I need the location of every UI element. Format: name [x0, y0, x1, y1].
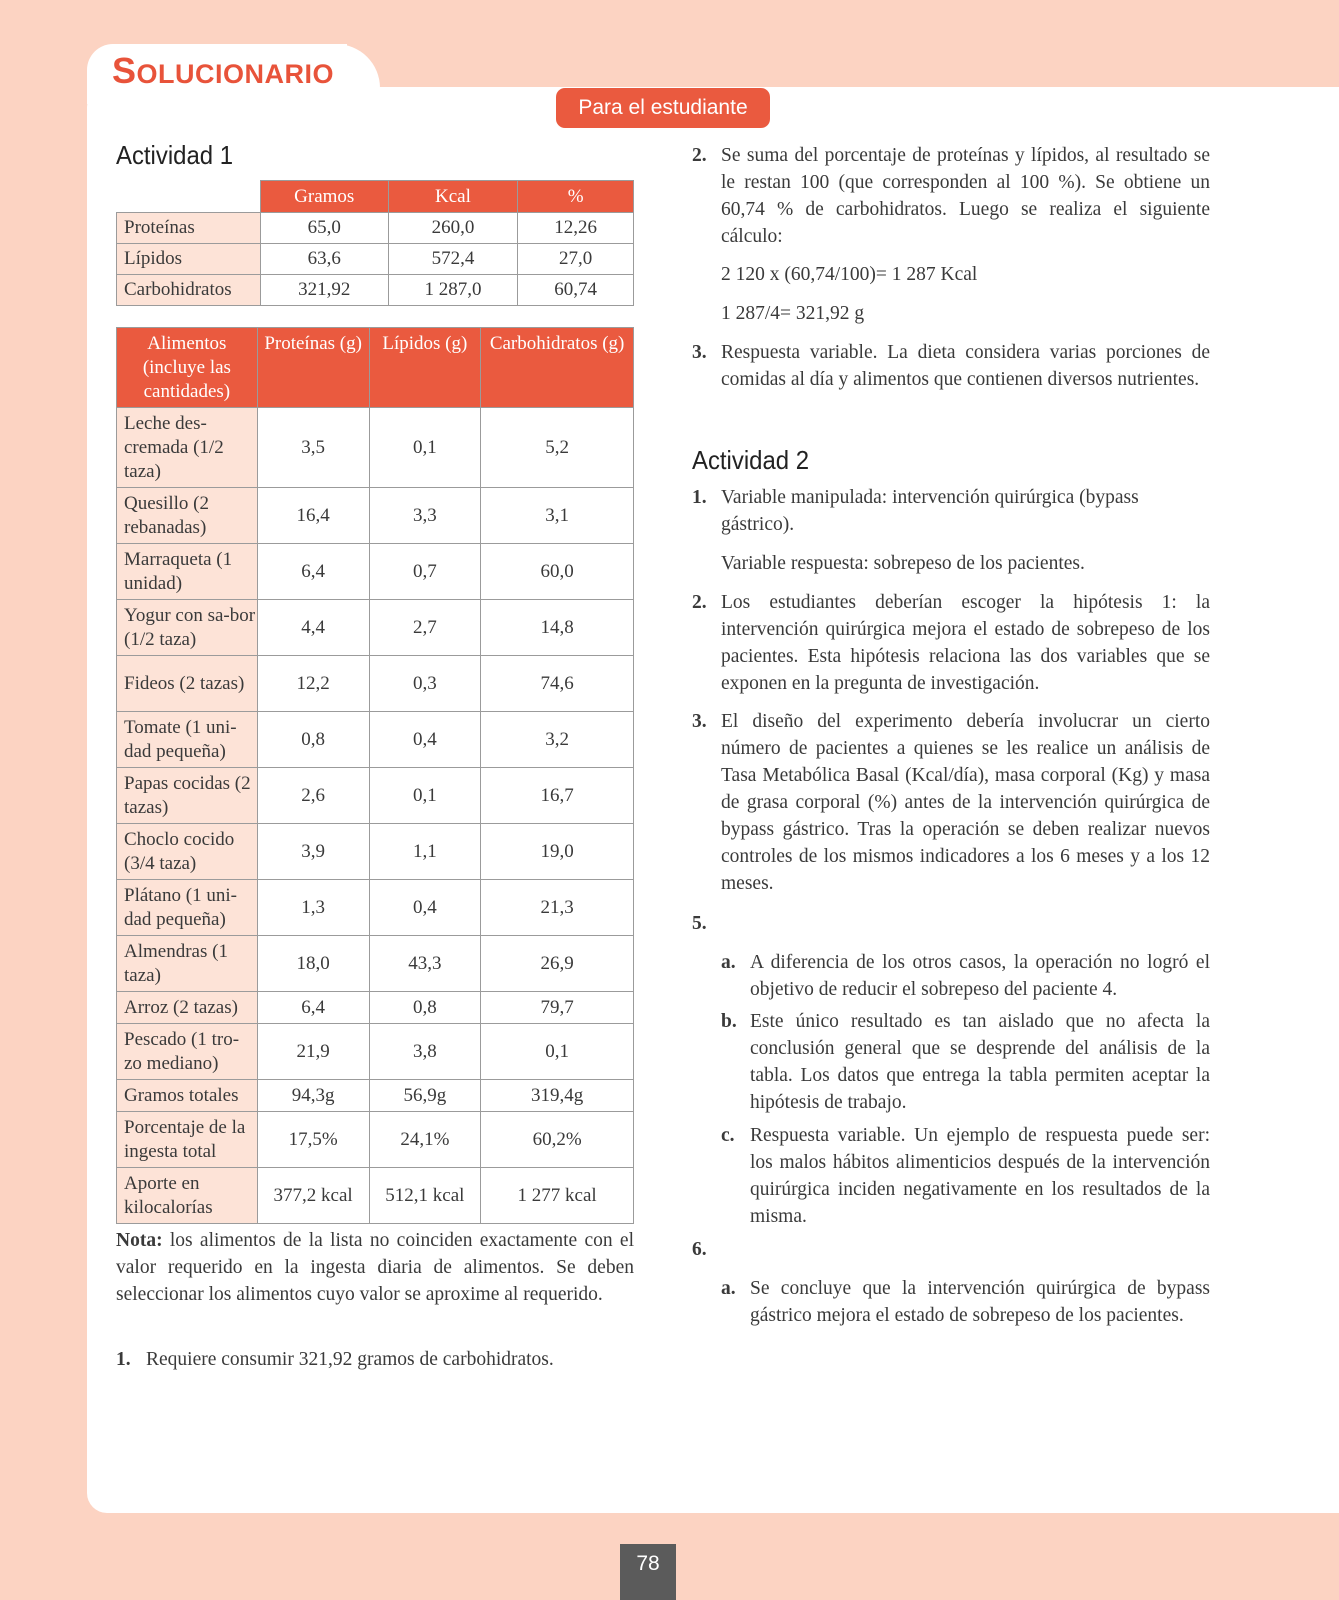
table-cell: 260,0 [388, 213, 518, 244]
table-cell: 0,8 [257, 712, 369, 768]
row-label: Proteínas [117, 213, 261, 244]
table-cell: 63,6 [260, 244, 388, 275]
brand-title-cap: S [112, 50, 137, 91]
item-number: 5. [692, 913, 707, 934]
table-cell: 74,6 [481, 656, 634, 712]
row-label: Choclo cocido (3/4 taza) [117, 824, 258, 880]
table-cell: 321,92 [260, 275, 388, 306]
table-row [117, 408, 634, 488]
item-letter: b. [721, 1011, 737, 1032]
table-row [117, 488, 634, 544]
summary-col-header: % [518, 181, 634, 213]
note-paragraph [116, 1227, 634, 1308]
table-row [117, 600, 634, 656]
table-cell: 0,1 [481, 1024, 634, 1080]
activity2-item5b-text: Este único resultado es tan aislado que no afecta la conclusión general que se desprende del análisis de la tabla. Los datos que entrega la tabla permiten aceptar la hipótesis de trabajo. [750, 1011, 1210, 1113]
row-label: Marraqueta (1 unidad) [117, 544, 258, 600]
activity2-item6a-text: Se concluye que la intervención quirúrgica de bypass gástrico mejora el estado de sobrepeso de los pacientes. [750, 1278, 1210, 1326]
food-col-header: Alimentos (incluye las cantidades) [117, 328, 258, 408]
food-col-header: Carbohidratos (g) [481, 328, 634, 408]
table-row [117, 244, 634, 275]
table-cell: 21,3 [481, 880, 634, 936]
food-table-header [117, 328, 634, 408]
item-number: 1. [116, 1349, 131, 1370]
table-cell: 60,2% [481, 1112, 634, 1168]
table-cell: 1,3 [257, 880, 369, 936]
table-row [117, 1024, 634, 1080]
table-cell: 18,0 [257, 936, 369, 992]
table-cell: 2,6 [257, 768, 369, 824]
row-label: Yogur con sa-bor (1/2 taza) [117, 600, 258, 656]
table-cell: 3,5 [257, 408, 369, 488]
table-cell: 0,3 [369, 656, 481, 712]
table-cell: 3,3 [369, 488, 481, 544]
table-cell: 60,74 [518, 275, 634, 306]
calculation-line: 1 287/4= 321,92 g [721, 303, 865, 324]
food-table [116, 327, 634, 1224]
table-cell: 43,3 [369, 936, 481, 992]
table-row [117, 1168, 634, 1224]
item-letter: a. [721, 952, 736, 973]
activity2-item1-text: Variable manipulada: intervención quirúrgica (bypass gástrico). [721, 487, 1139, 535]
table-cell: 79,7 [481, 992, 634, 1024]
row-label: Carbohidratos [117, 275, 261, 306]
row-label: Arroz (2 tazas) [117, 992, 258, 1024]
table-cell: 1 287,0 [388, 275, 518, 306]
table-cell: 94,3g [257, 1080, 369, 1112]
activity2-item3-text: El diseño del experimento debería involucrar un cierto número de pacientes a quienes se les realice un análisis de Tasa Metabólica Basal (Kcal/día), masa corporal (Kg) y masa de grasa corporal (%) antes de la intervención quirúrgica de bypass gástrico. Tras la operación se deben realizar nuevos controles de los mismos indicadores a los 6 meses y a los 12 meses. [721, 711, 1210, 894]
activity1-item3-text: Respuesta variable. La dieta considera varias porciones de comidas al día y alimentos que contienen diversos nutrientes. [721, 342, 1210, 390]
table-row [117, 936, 634, 992]
activity1-title: Actividad 1 [116, 140, 234, 170]
table-row [117, 824, 634, 880]
table-row [117, 1112, 634, 1168]
table-row [117, 768, 634, 824]
table-cell: 4,4 [257, 600, 369, 656]
table-cell: 16,4 [257, 488, 369, 544]
activity1-item2-text: Se suma del porcentaje de proteínas y lípidos, al resultado se le restan 100 (que corresponden al 100 %). Se obtiene un 60,74 % de carbohidratos. Luego se realiza el siguiente cálculo: [721, 145, 1210, 247]
row-label: Leche des-cremada (1/2 taza) [117, 408, 258, 488]
table-cell: 26,9 [481, 936, 634, 992]
row-label: Gramos totales [117, 1080, 258, 1112]
table-cell: 1 277 kcal [481, 1168, 634, 1224]
row-label: Pescado (1 tro-zo mediano) [117, 1024, 258, 1080]
table-cell: 0,4 [369, 880, 481, 936]
table-cell: 5,2 [481, 408, 634, 488]
table-cell: 60,0 [481, 544, 634, 600]
item-number: 2. [692, 145, 707, 166]
brand-title [112, 50, 334, 92]
table-cell: 17,5% [257, 1112, 369, 1168]
food-col-header: Proteínas (g) [257, 328, 369, 408]
table-cell: 0,8 [369, 992, 481, 1024]
item-number: 1. [692, 487, 707, 508]
table-cell: 12,2 [257, 656, 369, 712]
page-number: 78 [620, 1544, 676, 1600]
row-label: Quesillo (2 rebanadas) [117, 488, 258, 544]
table-cell: 3,8 [369, 1024, 481, 1080]
row-label: Fideos (2 tazas) [117, 656, 258, 712]
table-cell: 16,7 [481, 768, 634, 824]
summary-col-header: Gramos [260, 181, 388, 213]
item-letter: c. [721, 1125, 735, 1146]
table-cell: 21,9 [257, 1024, 369, 1080]
row-label: Tomate (1 uni-dad pequeña) [117, 712, 258, 768]
table-cell: 6,4 [257, 992, 369, 1024]
activity2-item1-text2: Variable respuesta: sobrepeso de los pacientes. [721, 553, 1085, 574]
table-cell: 56,9g [369, 1080, 481, 1112]
summary-table-header [117, 181, 634, 213]
summary-table [116, 180, 634, 306]
activity2-item2-text: Los estudiantes deberían escoger la hipótesis 1: la intervención quirúrgica mejora el estado de sobrepeso de los pacientes. Esta hipótesis relaciona las dos variables que se exponen en la pregunta de investigación. [721, 592, 1210, 694]
table-cell: 1,1 [369, 824, 481, 880]
activity1-item1-text: Requiere consumir 321,92 gramos de carbohidratos. [146, 1349, 554, 1370]
row-label: Porcentaje de la ingesta total [117, 1112, 258, 1168]
summary-header-blank [117, 181, 261, 213]
table-cell: 19,0 [481, 824, 634, 880]
table-row [117, 213, 634, 244]
table-cell: 0,1 [369, 768, 481, 824]
table-row [117, 880, 634, 936]
table-row [117, 275, 634, 306]
food-col-header: Lípidos (g) [369, 328, 481, 408]
table-cell: 3,1 [481, 488, 634, 544]
table-cell: 572,4 [388, 244, 518, 275]
table-cell: 12,26 [518, 213, 634, 244]
calculation-line: 2 120 x (60,74/100)= 1 287 Kcal [721, 264, 978, 285]
food-table-body [117, 408, 634, 1224]
activity2-item5c-text: Respuesta variable. Un ejemplo de respuesta puede ser: los malos hábitos alimenticios después de la intervención quirúrgica inciden negativamente en los resultados de la misma. [750, 1125, 1210, 1227]
brand-title-rest: OLUCIONARIO [136, 59, 335, 89]
item-number: 2. [692, 592, 707, 613]
table-cell: 0,7 [369, 544, 481, 600]
table-cell: 3,9 [257, 824, 369, 880]
table-cell: 14,8 [481, 600, 634, 656]
table-row [117, 992, 634, 1024]
table-row [117, 1080, 634, 1112]
item-number: 3. [692, 342, 707, 363]
note-text: los alimentos de la lista no coinciden exactamente con el valor requerido en la ingesta diaria de alimentos. Se deben seleccionar los alimentos cuyo valor se aproxime al requerido. [116, 1230, 634, 1305]
table-cell: 512,1 kcal [369, 1168, 481, 1224]
item-number: 3. [692, 711, 707, 732]
row-label: Papas cocidas (2 tazas) [117, 768, 258, 824]
row-label: Lípidos [117, 244, 261, 275]
table-cell: 24,1% [369, 1112, 481, 1168]
audience-badge: Para el estudiante [556, 88, 770, 128]
summary-col-header: Kcal [388, 181, 518, 213]
activity2-item5a-text: A diferencia de los otros casos, la operación no logró el objetivo de reducir el sobrepeso del paciente 4. [750, 952, 1210, 1000]
table-row [117, 656, 634, 712]
table-cell: 6,4 [257, 544, 369, 600]
row-label: Aporte en kilocalorías [117, 1168, 258, 1224]
table-cell: 319,4g [481, 1080, 634, 1112]
table-cell: 65,0 [260, 213, 388, 244]
item-number: 6. [692, 1239, 707, 1260]
note-label: Nota: [116, 1230, 163, 1251]
item-letter: a. [721, 1278, 736, 1299]
table-cell: 2,7 [369, 600, 481, 656]
row-label: Plátano (1 uni-dad pequeña) [117, 880, 258, 936]
table-row [117, 712, 634, 768]
table-row [117, 544, 634, 600]
table-cell: 0,1 [369, 408, 481, 488]
table-cell: 0,4 [369, 712, 481, 768]
row-label: Almendras (1 taza) [117, 936, 258, 992]
table-cell: 3,2 [481, 712, 634, 768]
table-cell: 27,0 [518, 244, 634, 275]
table-cell: 377,2 kcal [257, 1168, 369, 1224]
activity2-title: Actividad 2 [692, 445, 810, 475]
